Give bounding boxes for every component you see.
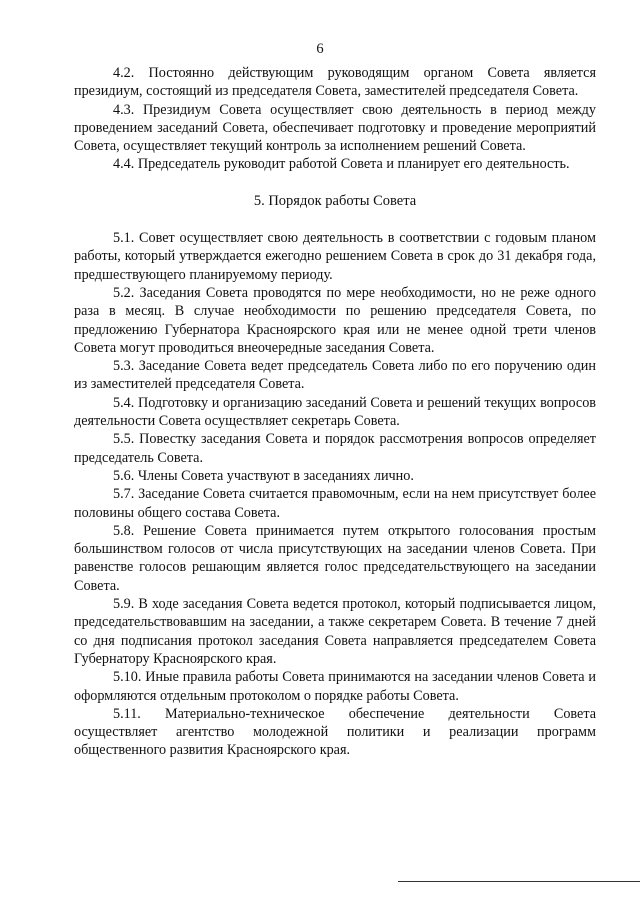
paragraph-5-4: 5.4. Подготовку и организацию заседаний Совета и решений текущих вопросов деятельности Совета осуществляет секретарь Совета. — [74, 394, 596, 430]
paragraph-5-1: 5.1. Совет осуществляет свою деятельность в соответствии с годовым планом работы, который утверждается ежегодно решением Совета в срок до 31 декабря года, предшествующего планируемому периоду. — [74, 230, 596, 283]
paragraph-5-8: 5.8. Решение Совета принимается путем открытого голосования простым большинством голосов от числа присутствующих на заседании членов Совета. При равенстве голосов решающим является голос председательствующего на заседании Совета. — [74, 522, 596, 594]
paragraph-4-4: 4.4. Председатель руководит работой Совета и планирует его деятельность. — [113, 156, 570, 173]
paragraph-4-2: 4.2. Постоянно действующим руководящим органом Совета является президиум, состоящий из председателя Совета, заместителей председателя Совета. — [74, 65, 596, 100]
paragraph-5-10: 5.10. Иные правила работы Совета принимаются на заседании членов Совета и оформляются отдельным протоколом о порядке работы Совета. — [74, 669, 596, 704]
paragraph-5-11: 5.11. Материально-техническое обеспечение деятельности Совета осуществляет агентство молодежной политики и реализации программ общественного развития Красноярского края. — [74, 705, 596, 759]
bottom-rule — [398, 881, 640, 882]
paragraph-5-6: 5.6. Члены Совета участвуют в заседаниях лично. — [113, 467, 414, 484]
paragraph-5-9: 5.9. В ходе заседания Совета ведется протокол, который подписывается лицом, председательствовавшим на заседании, а также секретарем Совета. В течение 7 дней со дня подписания протокол заседания Совета направляется председателем Совета Губернатору Красноярского края. — [74, 596, 596, 667]
paragraph-4-3: 4.3. Президиум Совета осуществляет свою деятельность в период между проведением заседаний Совета, обеспечивает подготовку и проведение мероприятий Совета, осуществляет текущий контроль за исполнением решений Совета. — [74, 101, 596, 155]
paragraph-5-7: 5.7. Заседание Совета считается правомочным, если на нем присутствует более половины общего состава Совета. — [74, 486, 596, 521]
paragraph-5-5: 5.5. Повестку заседания Совета и порядок рассмотрения вопросов определяет председатель Совета. — [74, 431, 596, 466]
paragraph-5-3: 5.3. Заседание Совета ведет председатель Совета либо по его поручению один из заместителей председателя Совета. — [74, 358, 596, 393]
section-heading: 5. Порядок работы Совета — [253, 192, 417, 209]
document-body — [74, 64, 596, 760]
page-number: 6 — [316, 41, 324, 57]
paragraph-5-2: 5.2. Заседания Совета проводятся по мере необходимости, но не реже одного раза в месяц. В случае необходимости по решению председателя Совета, по предложению Губернатора Красноярского края или не менее одной трети членов Совета могут проводиться внеочередные заседания Совета. — [74, 284, 596, 356]
